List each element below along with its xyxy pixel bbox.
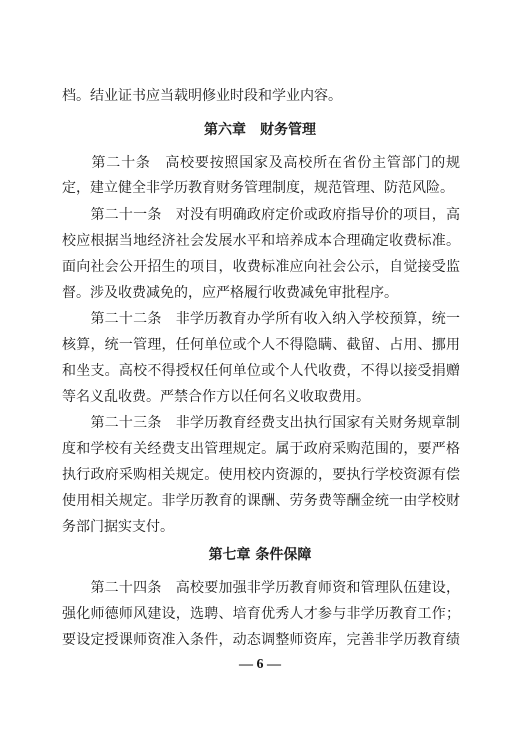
paragraph-line: 定，建立健全非学历教育财务管理制度，规范管理、防范风险。 [62,180,454,196]
paragraph-line: 督。涉及收费减免的，应严格履行收费减免审批程序。 [62,285,398,301]
page-number: — 6 — [239,657,281,672]
paragraph-line: 等名义乱收费。严禁合作方以任何名义收取费用。 [62,389,370,405]
paragraph-line: 要设定授课师资准入条件，动态调整师资库，完善非学历教育绩 [62,632,460,648]
paragraph-line: 面向社会公开招生的项目，收费标准应向社会公示，自觉接受监 [62,259,460,275]
chapter-heading: 第六章 财务管理 [204,122,316,138]
paragraph-line: 档。结业证书应当载明修业时段和学业内容。 [62,88,342,104]
paragraph-line: 第二十条 高校要按照国家及高校所在省份主管部门的规 [62,155,460,171]
paragraph-line: 第二十四条 高校要加强非学历教育师资和管理队伍建设， [62,580,460,596]
paragraph-line: 校应根据当地经济社会发展水平和培养成本合理确定收费标准。 [62,233,460,249]
paragraph-line: 第二十二条 非学历教育办学所有收入纳入学校预算，统一 [62,311,460,327]
paragraph-line: 度和学校有关经费支出管理规定。属于政府采购范围的，要严格 [62,441,460,457]
paragraph-line: 第二十一条 对没有明确政府定价或政府指导价的项目，高 [62,207,460,223]
paragraph-line: 第二十三条 非学历教育经费支出执行国家有关财务规章制 [62,415,460,431]
chapter-heading: 第七章 条件保障 [208,547,312,563]
paragraph-line: 核算，统一管理，任何单位或个人不得隐瞒、截留、占用、挪用 [62,337,460,353]
paragraph-line: 和坐支。高校不得授权任何单位或个人代收费，不得以接受捐赠 [62,363,460,379]
paragraph-line: 使用相关规定。非学历教育的课酬、劳务费等酬金统一由学校财 [62,493,460,509]
paragraph-line: 强化师德师风建设，选聘、培育优秀人才参与非学历教育工作； [62,606,460,622]
paragraph-line: 执行政府采购相关规定。使用校内资源的，要执行学校资源有偿 [62,467,460,483]
paragraph-line: 务部门据实支付。 [62,519,174,535]
